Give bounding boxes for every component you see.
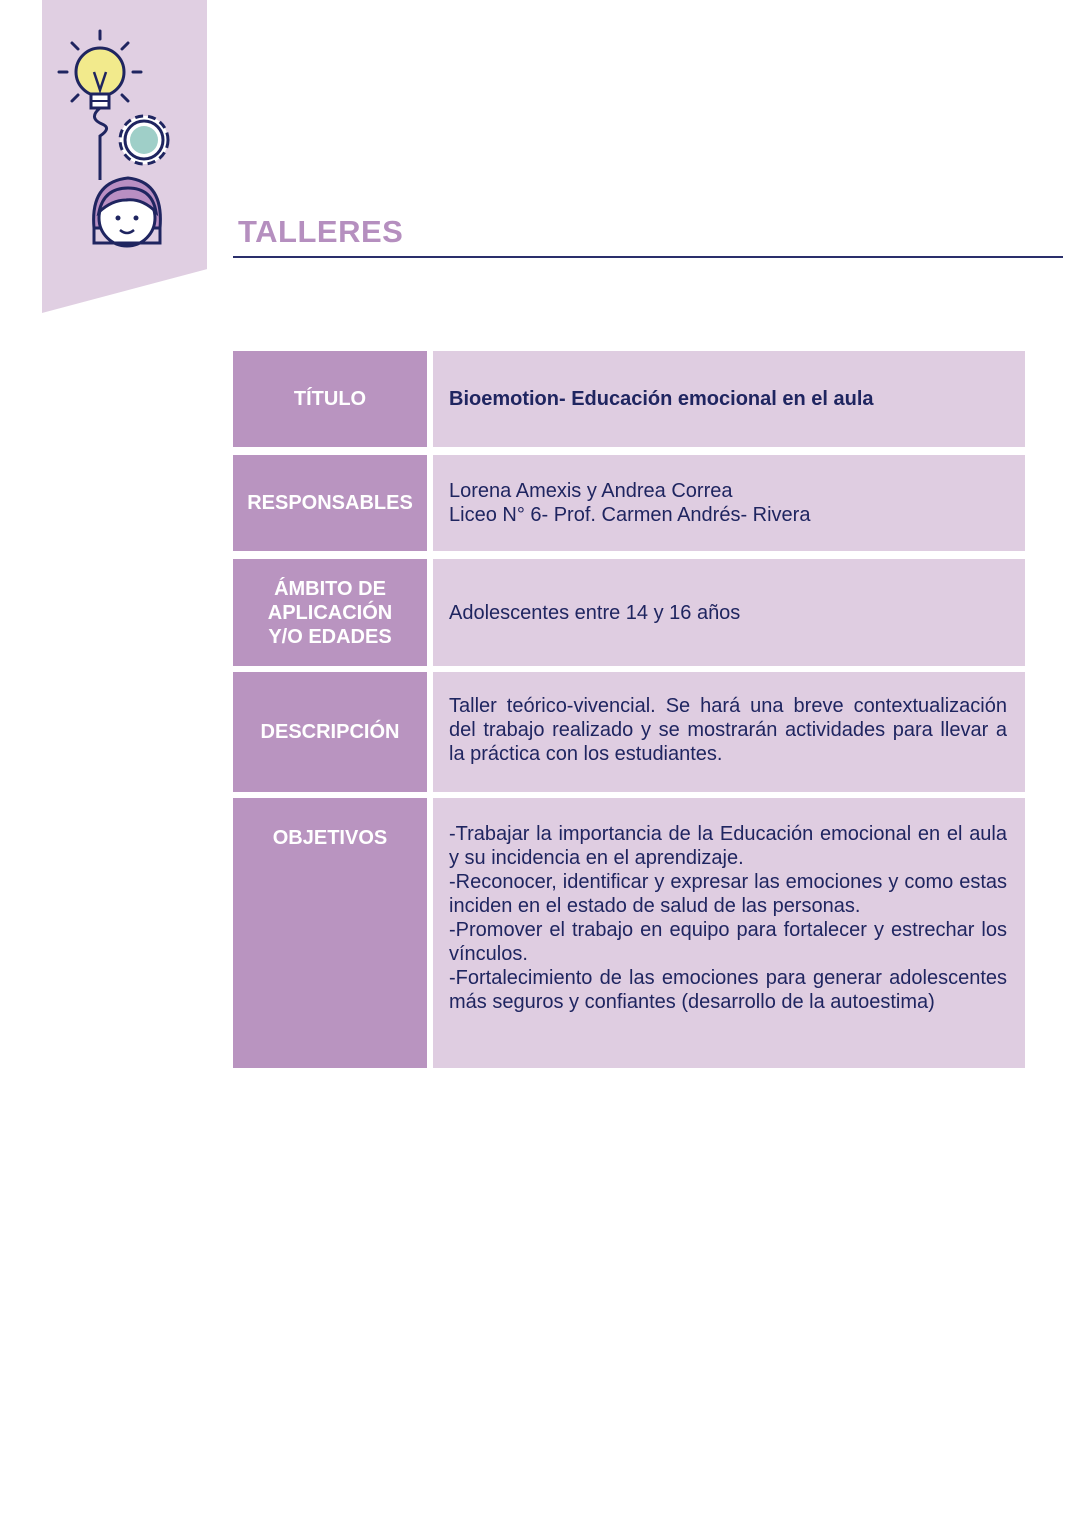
responsables-line: Lorena Amexis y Andrea Correa — [449, 480, 733, 502]
label-ambito — [233, 559, 427, 666]
label-ambito-line: Y/O EDADES — [268, 625, 392, 648]
label-ambito-line: ÁMBITO DE — [274, 577, 386, 600]
objetivo-item: -Reconocer, identificar y expresar las emociones y como estas inciden en el estado de salud de las personas. — [449, 871, 1007, 917]
girl-face-icon — [94, 178, 161, 246]
value-objetivos — [433, 798, 1025, 1068]
value-descripcion — [433, 672, 1025, 792]
table-row-ambito — [233, 559, 1025, 666]
ambito-text: Adolescentes entre 14 y 16 años — [449, 601, 741, 624]
gear-icon — [120, 116, 168, 164]
value-ambito — [433, 559, 1025, 666]
value-titulo — [433, 351, 1025, 447]
workshop-info-table — [233, 351, 1025, 1076]
value-responsables — [433, 455, 1025, 551]
objetivo-item: -Trabajar la importancia de la Educación emocional en el aula y su incidencia en el aprendizaje. — [449, 823, 1007, 869]
table-row-responsables — [233, 455, 1025, 551]
title-divider — [233, 256, 1063, 258]
lightbulb-gear-girl-icon — [52, 28, 182, 253]
table-row-objetivos — [233, 798, 1025, 1068]
label-objetivos: OBJETIVOS — [233, 798, 427, 1068]
workshop-title: Bioemotion- Educación emocional en el aula — [449, 388, 874, 410]
responsables-line: Liceo N° 6- Prof. Carmen Andrés- Rivera — [449, 504, 811, 526]
objetivo-item: -Promover el trabajo en equipo para fortalecer y estrechar los vínculos. — [449, 919, 1007, 965]
table-row-descripcion — [233, 672, 1025, 792]
table-row-titulo — [233, 351, 1025, 447]
label-titulo: TÍTULO — [233, 351, 427, 447]
section-title: TALLERES — [238, 214, 404, 249]
label-ambito-line: APLICACIÓN — [267, 601, 393, 624]
lightbulb-icon — [76, 48, 124, 180]
label-descripcion: DESCRIPCIÓN — [233, 672, 427, 792]
descripcion-text: Taller teórico-vivencial. Se hará una breve contextualización del trabajo realizado y se mostrarán actividades para llevar a la práctica con los estudiantes. — [449, 695, 1007, 765]
label-responsables: RESPONSABLES — [233, 455, 427, 551]
objetivo-item: -Fortalecimiento de las emociones para generar adolescentes más seguros y confiantes (desarrollo de la autoestima) — [449, 967, 1007, 1013]
